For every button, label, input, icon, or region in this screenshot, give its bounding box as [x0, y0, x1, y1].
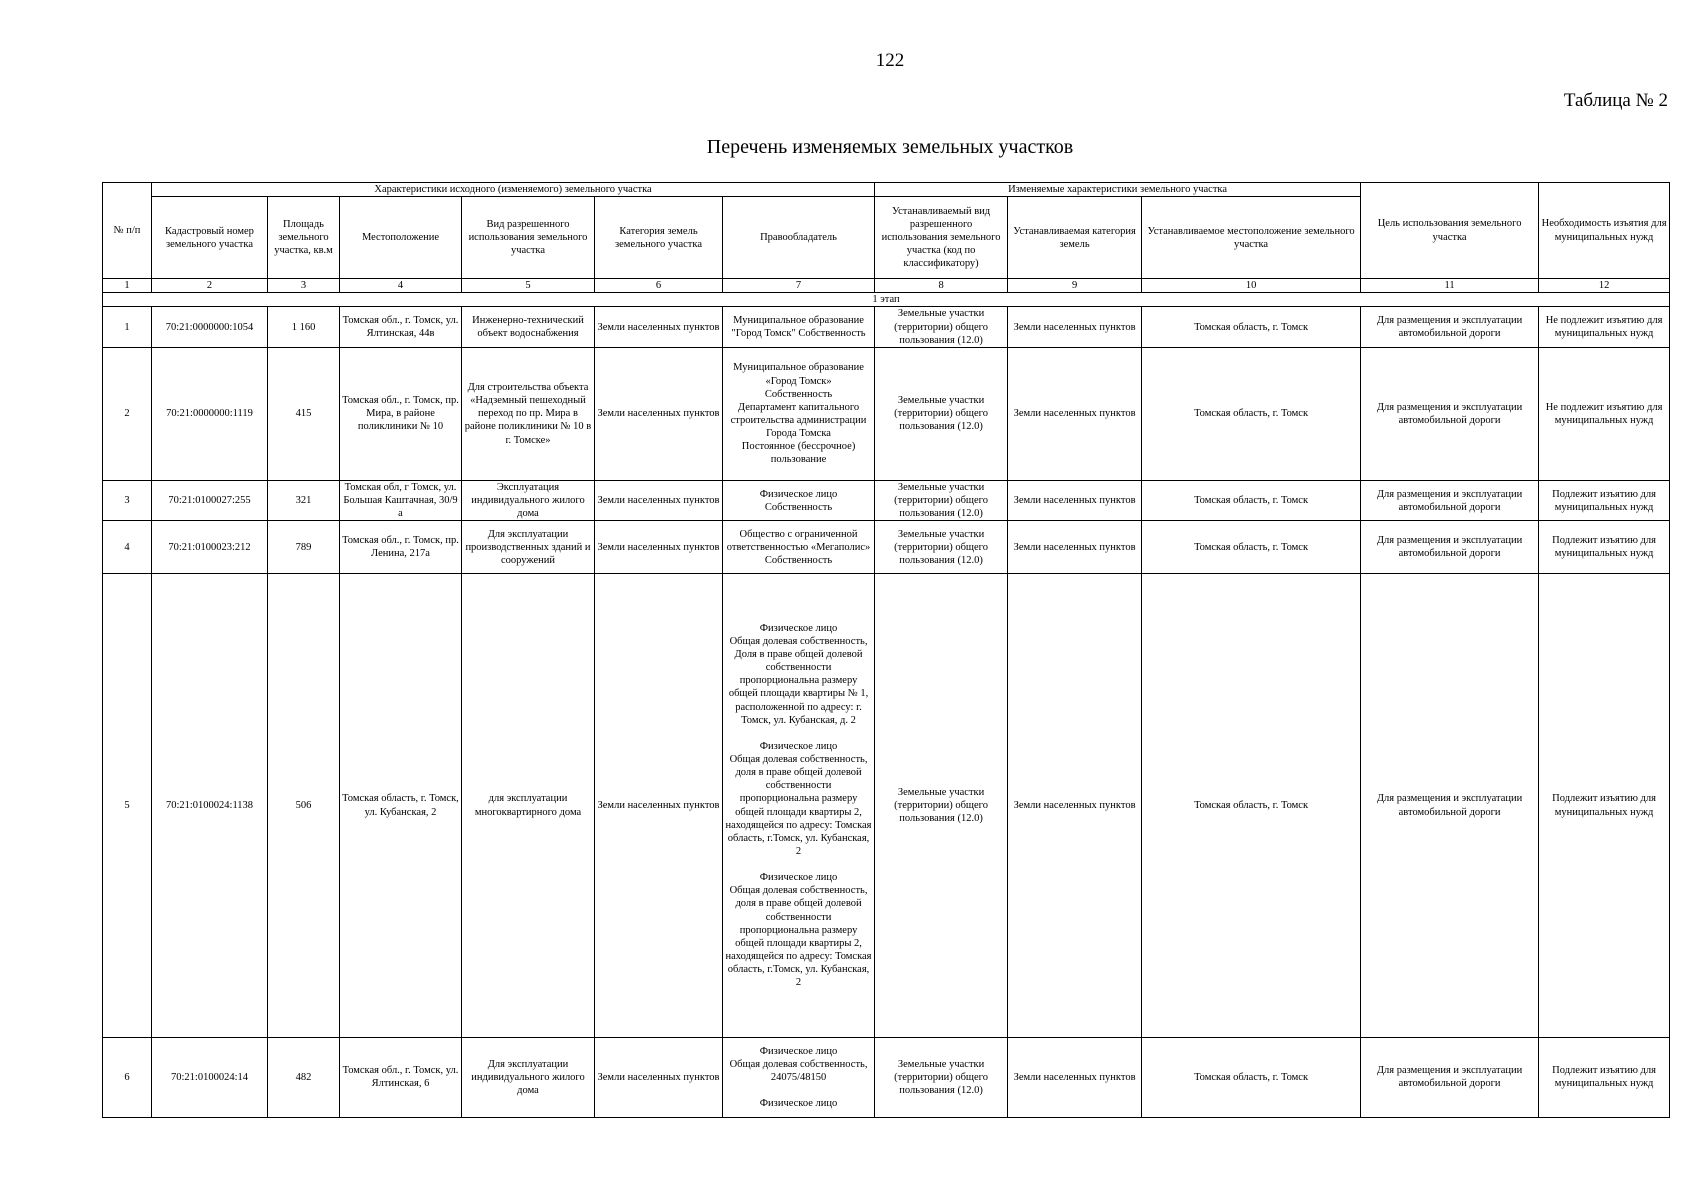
table-row — [103, 347, 1670, 480]
column-number: 7 — [723, 279, 875, 293]
land-category: Земли населенных пунктов — [595, 574, 723, 1037]
table-row — [103, 307, 1670, 347]
new-land-category: Земли населенных пунктов — [1008, 1037, 1142, 1117]
new-permitted-use: Земельные участки (территории) общего пользования (12.0) — [875, 347, 1008, 480]
permitted-use: для эксплуатации многоквартирного дома — [462, 574, 595, 1037]
cadastral-number: 70:21:0000000:1054 — [152, 307, 268, 347]
header-cell: № п/п — [103, 183, 152, 279]
column-number: 3 — [268, 279, 340, 293]
location: Томская обл., г. Томск, ул. Ялтинская, 44в — [340, 307, 462, 347]
header-cell: Устанавливаемый вид разрешенного использования земельного участка (код по классификатору) — [875, 197, 1008, 279]
owner: Физическое лицо Общая долевая собственность, 24075/48150 Физическое лицо — [723, 1037, 875, 1117]
row-number: 4 — [103, 521, 152, 574]
header-cell: Кадастровый номер земельного участка — [152, 197, 268, 279]
new-land-category: Земли населенных пунктов — [1008, 574, 1142, 1037]
land-category: Земли населенных пунктов — [595, 521, 723, 574]
column-number: 9 — [1008, 279, 1142, 293]
new-land-category: Земли населенных пунктов — [1008, 347, 1142, 480]
cadastral-number: 70:21:0100023:212 — [152, 521, 268, 574]
new-location: Томская область, г. Томск — [1142, 521, 1361, 574]
row-number: 3 — [103, 480, 152, 520]
header-cell: Вид разрешенного использования земельного участка — [462, 197, 595, 279]
cadastral-number: 70:21:0100024:14 — [152, 1037, 268, 1117]
owner: Общество с ограниченной ответственностью «Мегаполис» Собственность — [723, 521, 875, 574]
header-cell: Цель использования земельного участка — [1361, 183, 1539, 279]
cadastral-number: 70:21:0100027:255 — [152, 480, 268, 520]
location: Томская область, г. Томск, ул. Кубанская, 2 — [340, 574, 462, 1037]
row-number: 1 — [103, 307, 152, 347]
header-cell: Устанавливаемая категория земель — [1008, 197, 1142, 279]
header-cell: Категория земель земельного участка — [595, 197, 723, 279]
table-row — [103, 574, 1670, 1037]
column-number: 6 — [595, 279, 723, 293]
seizure-status: Подлежит изъятию для муниципальных нужд — [1539, 574, 1670, 1037]
seizure-status: Подлежит изъятию для муниципальных нужд — [1539, 521, 1670, 574]
permitted-use: Инженерно-технический объект водоснабжения — [462, 307, 595, 347]
new-permitted-use: Земельные участки (территории) общего пользования (12.0) — [875, 307, 1008, 347]
area-value: 482 — [268, 1037, 340, 1117]
column-number: 10 — [1142, 279, 1361, 293]
owner: Физическое лицо Собственность — [723, 480, 875, 520]
usage-purpose: Для размещения и эксплуатации автомобильной дороги — [1361, 307, 1539, 347]
row-number: 6 — [103, 1037, 152, 1117]
new-permitted-use: Земельные участки (территории) общего пользования (12.0) — [875, 574, 1008, 1037]
table-label: Таблица № 2 — [1563, 90, 1668, 111]
new-permitted-use: Земельные участки (территории) общего пользования (12.0) — [875, 480, 1008, 520]
column-number: 1 — [103, 279, 152, 293]
land-plots-table — [102, 182, 1670, 1118]
land-category: Земли населенных пунктов — [595, 347, 723, 480]
table-row — [103, 1037, 1670, 1117]
column-number-row — [103, 279, 1670, 293]
row-number: 2 — [103, 347, 152, 480]
seizure-status: Подлежит изъятию для муниципальных нужд — [1539, 1037, 1670, 1117]
group-header-changed: Изменяемые характеристики земельного участка — [875, 183, 1361, 197]
area-value: 415 — [268, 347, 340, 480]
column-number: 2 — [152, 279, 268, 293]
new-location: Томская область, г. Томск — [1142, 307, 1361, 347]
area-value: 1 160 — [268, 307, 340, 347]
column-number: 12 — [1539, 279, 1670, 293]
land-category: Земли населенных пунктов — [595, 480, 723, 520]
stage-label: 1 этап — [103, 293, 1670, 307]
usage-purpose: Для размещения и эксплуатации автомобильной дороги — [1361, 521, 1539, 574]
usage-purpose: Для размещения и эксплуатации автомобильной дороги — [1361, 480, 1539, 520]
new-land-category: Земли населенных пунктов — [1008, 521, 1142, 574]
header-cell: Местоположение — [340, 197, 462, 279]
land-category: Земли населенных пунктов — [595, 1037, 723, 1117]
owner: Муниципальное образование "Город Томск" Собственность — [723, 307, 875, 347]
cadastral-number: 70:21:0100024:1138 — [152, 574, 268, 1037]
permitted-use: Для эксплуатации индивидуального жилого дома — [462, 1037, 595, 1117]
group-header-row — [103, 183, 1670, 197]
location: Томская обл, г Томск, ул. Большая Каштачная, 30/9 а — [340, 480, 462, 520]
seizure-status: Не подлежит изъятию для муниципальных нужд — [1539, 307, 1670, 347]
new-location: Томская область, г. Томск — [1142, 347, 1361, 480]
seizure-status: Не подлежит изъятию для муниципальных нужд — [1539, 347, 1670, 480]
column-number: 5 — [462, 279, 595, 293]
column-number: 8 — [875, 279, 1008, 293]
new-location: Томская область, г. Томск — [1142, 574, 1361, 1037]
location: Томская обл., г. Томск, пр. Мира, в районе поликлиники № 10 — [340, 347, 462, 480]
page-number: 122 — [875, 50, 905, 71]
owner: Муниципальное образование «Город Томск» Собственность Департамент капитального строительства администрации Города Томска Постоянное (бессрочное) пользование — [723, 347, 875, 480]
new-permitted-use: Земельные участки (территории) общего пользования (12.0) — [875, 1037, 1008, 1117]
area-value: 321 — [268, 480, 340, 520]
usage-purpose: Для размещения и эксплуатации автомобильной дороги — [1361, 347, 1539, 480]
area-value: 506 — [268, 574, 340, 1037]
column-number: 11 — [1361, 279, 1539, 293]
owner: Физическое лицо Общая долевая собственность, Доля в праве общей долевой собственности пропорциональна размеру общей площади квартиры № 1, расположенной по адресу: г. Томск, ул. Кубанская, д. 2 Физическое лицо Общая долевая собственность, доля в праве общей долевой собственности пропорциональна размеру общей площади квартиры 2, находящейся по адресу: Томская область, г.Томск, ул. Кубанская, 2 Физическое лицо Общая долевая собственность, доля в праве общей долевой собственности пропорциональна размеру общей площади квартиры 2, находящейся по адресу: Томская область, г.Томск, ул. Кубанская, 2 — [723, 574, 875, 1037]
table-row — [103, 521, 1670, 574]
permitted-use: Для эксплуатации производственных зданий и сооружений — [462, 521, 595, 574]
document-title: Перечень изменяемых земельных участков — [706, 136, 1074, 158]
table-row — [103, 480, 1670, 520]
new-land-category: Земли населенных пунктов — [1008, 307, 1142, 347]
new-permitted-use: Земельные участки (территории) общего пользования (12.0) — [875, 521, 1008, 574]
seizure-status: Подлежит изъятию для муниципальных нужд — [1539, 480, 1670, 520]
header-cell: Устанавливаемое местоположение земельного участка — [1142, 197, 1361, 279]
header-cell: Площадь земельного участка, кв.м — [268, 197, 340, 279]
location: Томская обл., г. Томск, ул. Ялтинская, 6 — [340, 1037, 462, 1117]
group-header-original: Характеристики исходного (изменяемого) земельного участка — [152, 183, 875, 197]
location: Томская обл., г. Томск, пр. Ленина, 217а — [340, 521, 462, 574]
stage-row — [103, 293, 1670, 307]
permitted-use: Эксплуатация индивидуального жилого дома — [462, 480, 595, 520]
land-category: Земли населенных пунктов — [595, 307, 723, 347]
new-location: Томская область, г. Томск — [1142, 1037, 1361, 1117]
column-number: 4 — [340, 279, 462, 293]
new-land-category: Земли населенных пунктов — [1008, 480, 1142, 520]
permitted-use: Для строительства объекта «Надземный пешеходный переход по пр. Мира в районе поликлиники № 10 в г. Томске» — [462, 347, 595, 480]
area-value: 789 — [268, 521, 340, 574]
header-cell: Правообладатель — [723, 197, 875, 279]
new-location: Томская область, г. Томск — [1142, 480, 1361, 520]
header-cell: Необходимость изъятия для муниципальных нужд — [1539, 183, 1670, 279]
usage-purpose: Для размещения и эксплуатации автомобильной дороги — [1361, 574, 1539, 1037]
usage-purpose: Для размещения и эксплуатации автомобильной дороги — [1361, 1037, 1539, 1117]
row-number: 5 — [103, 574, 152, 1037]
cadastral-number: 70:21:0000000:1119 — [152, 347, 268, 480]
